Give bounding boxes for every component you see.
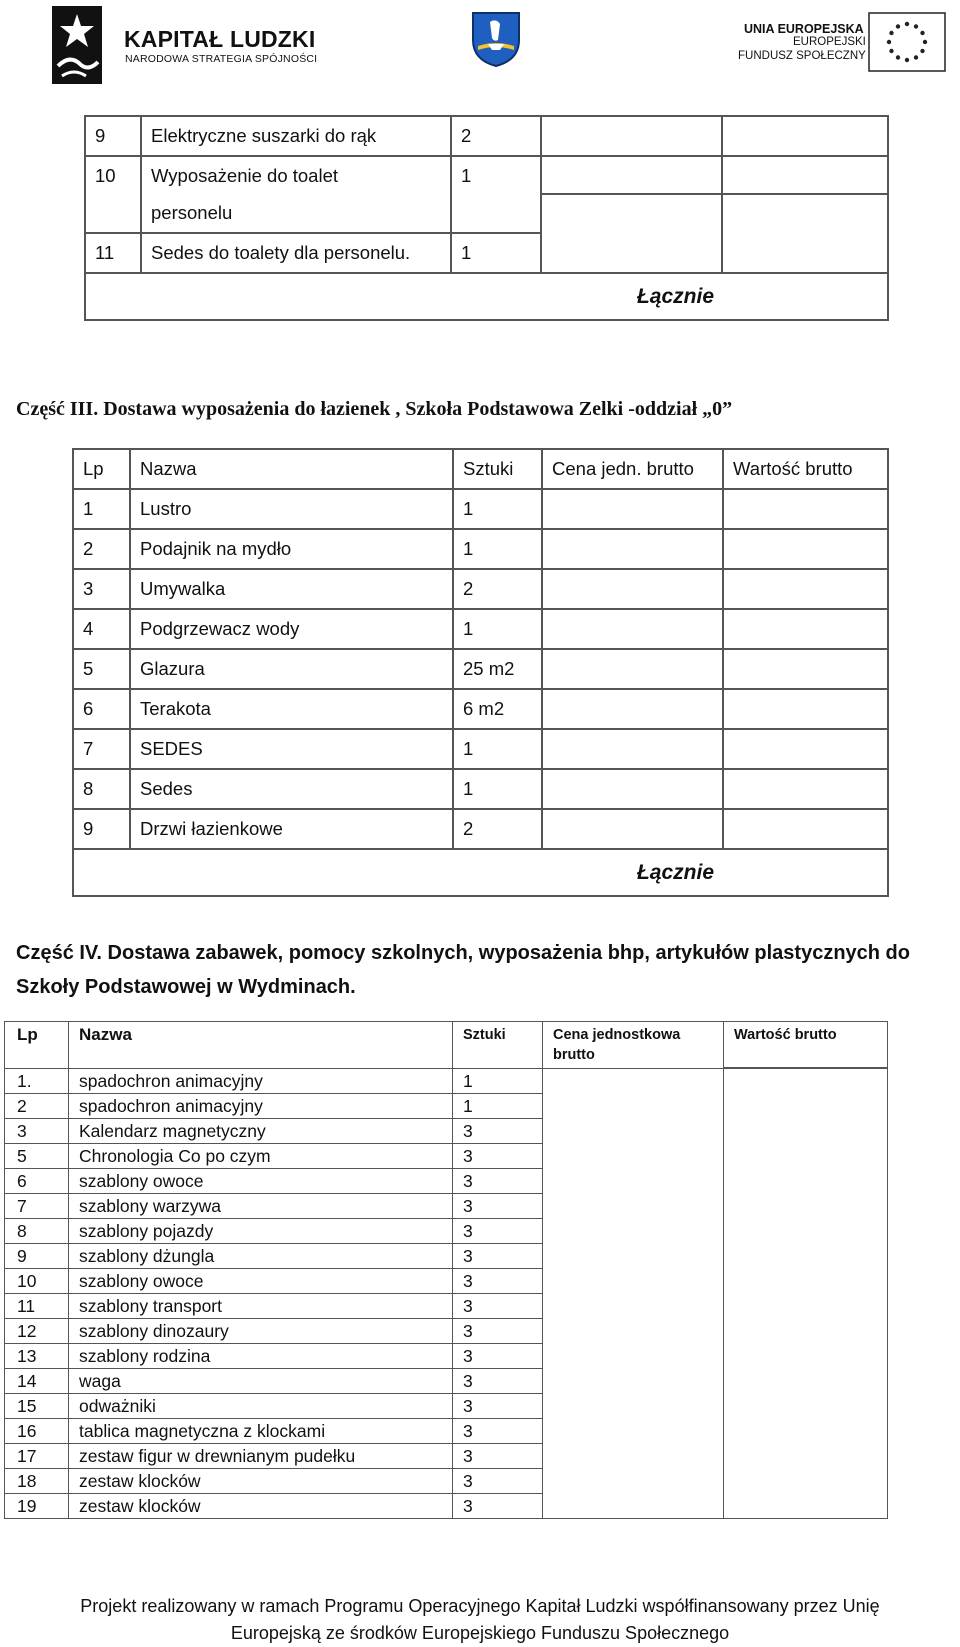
- eu-label-line2: EUROPEJSKI: [793, 36, 866, 48]
- cell-lp: 17: [5, 1443, 69, 1468]
- cell-name: Sedes: [130, 769, 453, 809]
- cell-name: zestaw klocków: [69, 1468, 453, 1493]
- cell-price: [543, 1443, 724, 1468]
- cell-price: [541, 233, 722, 273]
- cell-value: [724, 1493, 888, 1518]
- cell-lp: 5: [5, 1143, 69, 1168]
- cell-qty: 1: [453, 609, 542, 649]
- cell-name: Umywalka: [130, 569, 453, 609]
- cell-name: Terakota: [130, 689, 453, 729]
- cell-lp: 11: [85, 233, 141, 273]
- cell-price: [542, 569, 723, 609]
- cell-value: [723, 689, 888, 729]
- cell-qty: [451, 194, 541, 233]
- table-row: [85, 233, 888, 273]
- table-row: [73, 729, 888, 769]
- cell-price: [543, 1368, 724, 1393]
- cell-value: [724, 1243, 888, 1268]
- table-row: [73, 569, 888, 609]
- header-value: Wartość brutto: [724, 1022, 888, 1069]
- cell-qty: 3: [453, 1343, 543, 1368]
- cell-qty: 1: [453, 769, 542, 809]
- header-price: Cena jedn. brutto: [542, 449, 723, 489]
- cell-name: zestaw figur w drewnianym pudełku: [69, 1443, 453, 1468]
- cell-name: Wyposażenie do toalet: [141, 156, 451, 194]
- table-row: [73, 809, 888, 849]
- cell-price: [543, 1293, 724, 1318]
- cell-price: [542, 609, 723, 649]
- header-price: Cena jednostkowa brutto: [543, 1022, 724, 1069]
- cell-lp: 9: [73, 809, 130, 849]
- section-4-table: [4, 1021, 888, 1519]
- cell-lp: [85, 194, 141, 233]
- cell-value: [724, 1193, 888, 1218]
- cell-price: [541, 194, 722, 233]
- cell-price: [543, 1243, 724, 1268]
- cell-price: [543, 1143, 724, 1168]
- table-row: [5, 1468, 888, 1493]
- cell-name: Kalendarz magnetyczny: [69, 1118, 453, 1143]
- total-label: Łącznie: [85, 273, 888, 320]
- cell-name: szablony owoce: [69, 1268, 453, 1293]
- cell-qty: 3: [453, 1493, 543, 1518]
- section-3-title: Część III. Dostawa wyposażenia do łazienek , Szkoła Podstawowa Zelki -oddział „0”: [16, 398, 733, 420]
- table-row: [5, 1268, 888, 1293]
- header-name: Nazwa: [69, 1022, 453, 1069]
- cell-value: [724, 1343, 888, 1368]
- cell-qty: 3: [453, 1293, 543, 1318]
- cell-lp: 1: [73, 489, 130, 529]
- cell-value: [724, 1118, 888, 1143]
- table-row: [85, 156, 888, 194]
- cell-value: [724, 1318, 888, 1343]
- cell-value: [724, 1168, 888, 1193]
- cell-name: Podajnik na mydło: [130, 529, 453, 569]
- total-label: Łącznie: [73, 849, 888, 896]
- cell-name: odważniki: [69, 1393, 453, 1418]
- cell-name: szablony transport: [69, 1293, 453, 1318]
- cell-value: [723, 769, 888, 809]
- cell-lp: 5: [73, 649, 130, 689]
- cell-price: [543, 1118, 724, 1143]
- cell-price: [541, 116, 722, 156]
- cell-value: [723, 609, 888, 649]
- cell-qty: 3: [453, 1143, 543, 1168]
- cell-name: szablony pojazdy: [69, 1218, 453, 1243]
- table-row: [73, 489, 888, 529]
- cell-name: Podgrzewacz wody: [130, 609, 453, 649]
- cell-lp: 18: [5, 1468, 69, 1493]
- cell-qty: 25 m2: [453, 649, 542, 689]
- cell-value: [724, 1468, 888, 1493]
- municipal-crest-icon: [470, 10, 522, 68]
- cell-price: [542, 809, 723, 849]
- cell-value: [723, 569, 888, 609]
- cell-name: tablica magnetyczna z klockami: [69, 1418, 453, 1443]
- cell-value: [723, 729, 888, 769]
- cell-value: [724, 1093, 888, 1118]
- cell-name: szablony dżungla: [69, 1243, 453, 1268]
- cell-price: [543, 1493, 724, 1518]
- cell-qty: 1: [451, 156, 541, 194]
- table-row: [5, 1393, 888, 1418]
- eu-label-line1: UNIA EUROPEJSKA: [744, 22, 864, 36]
- cell-qty: 1: [451, 233, 541, 273]
- table-row: [5, 1118, 888, 1143]
- table-row: [5, 1093, 888, 1118]
- cell-price: [543, 1093, 724, 1118]
- cell-value: [724, 1218, 888, 1243]
- cell-value: [724, 1268, 888, 1293]
- kapital-ludzki-logo-icon: [52, 6, 102, 84]
- cell-price: [542, 689, 723, 729]
- cell-value: [722, 233, 888, 273]
- cell-price: [542, 529, 723, 569]
- cell-lp: 4: [73, 609, 130, 649]
- cell-qty: 3: [453, 1393, 543, 1418]
- cell-value: [724, 1443, 888, 1468]
- cell-price: [542, 489, 723, 529]
- cell-qty: 3: [453, 1418, 543, 1443]
- total-row: [73, 849, 888, 896]
- cell-price: [542, 769, 723, 809]
- table-row: [5, 1193, 888, 1218]
- cell-lp: 14: [5, 1368, 69, 1393]
- cell-lp: 7: [73, 729, 130, 769]
- cell-lp: 9: [5, 1243, 69, 1268]
- cell-qty: 3: [453, 1368, 543, 1393]
- cell-qty: 6 m2: [453, 689, 542, 729]
- cell-qty: 1: [453, 1068, 543, 1093]
- cell-price: [541, 156, 722, 194]
- cell-lp: 6: [73, 689, 130, 729]
- kl-logo-subtitle: NARODOWA STRATEGIA SPÓJNOŚCI: [125, 53, 318, 65]
- cell-name: personelu: [141, 194, 451, 233]
- cell-price: [543, 1393, 724, 1418]
- cell-qty: 3: [453, 1318, 543, 1343]
- cell-name: SEDES: [130, 729, 453, 769]
- cell-lp: 11: [5, 1293, 69, 1318]
- cell-lp: 19: [5, 1493, 69, 1518]
- cell-qty: 1: [453, 1093, 543, 1118]
- cell-qty: 3: [453, 1193, 543, 1218]
- table-row: [5, 1243, 888, 1268]
- cell-value: [722, 156, 888, 194]
- cell-price: [543, 1468, 724, 1493]
- cell-name: spadochron animacyjny: [69, 1068, 453, 1093]
- cell-value: [723, 489, 888, 529]
- table-row: [5, 1418, 888, 1443]
- table-row: [85, 194, 888, 233]
- cell-lp: 1.: [5, 1068, 69, 1093]
- table-row: [5, 1343, 888, 1368]
- cell-qty: 1: [453, 729, 542, 769]
- table-row: [5, 1443, 888, 1468]
- cell-name: Drzwi łazienkowe: [130, 809, 453, 849]
- header-name: Nazwa: [130, 449, 453, 489]
- cell-price: [543, 1268, 724, 1293]
- cell-name: spadochron animacyjny: [69, 1093, 453, 1118]
- cell-price: [543, 1343, 724, 1368]
- cell-lp: 12: [5, 1318, 69, 1343]
- cell-price: [542, 649, 723, 689]
- section-4-title: Część IV. Dostawa zabawek, pomocy szkolnych, wyposażenia bhp, artykułów plastycznych do Szkoły Podstawowej w Wydminach.: [16, 942, 910, 998]
- eu-flag-icon: [868, 12, 946, 72]
- table-header-row: [5, 1022, 888, 1069]
- cell-value: [723, 649, 888, 689]
- cell-lp: 6: [5, 1168, 69, 1193]
- cell-name: szablony rodzina: [69, 1343, 453, 1368]
- cell-qty: 2: [453, 569, 542, 609]
- cell-value: [724, 1418, 888, 1443]
- cell-name: waga: [69, 1368, 453, 1393]
- table-row: [5, 1493, 888, 1518]
- cell-price: [543, 1218, 724, 1243]
- cell-lp: 16: [5, 1418, 69, 1443]
- cell-qty: 3: [453, 1443, 543, 1468]
- footer-line-2: Europejską ze środków Europejskiego Funduszu Społecznego: [230, 1623, 730, 1643]
- header-value: Wartość brutto: [723, 449, 888, 489]
- cell-lp: 8: [73, 769, 130, 809]
- table-row: [5, 1068, 888, 1093]
- cell-lp: 3: [73, 569, 130, 609]
- cell-value: [724, 1393, 888, 1418]
- eu-label-line3: FUNDUSZ SPOŁECZNY: [738, 50, 866, 62]
- cell-value: [723, 529, 888, 569]
- cell-value: [724, 1143, 888, 1168]
- table-row: [73, 689, 888, 729]
- cell-qty: 3: [453, 1218, 543, 1243]
- table-row: [5, 1368, 888, 1393]
- continuation-table: [84, 115, 889, 321]
- cell-lp: 9: [85, 116, 141, 156]
- cell-lp: 10: [5, 1268, 69, 1293]
- cell-price: [543, 1193, 724, 1218]
- footer-line-1: Projekt realizowany w ramach Programu Operacyjnego Kapitał Ludzki współfinansowany przez Unię: [80, 1596, 880, 1616]
- table-header-row: [73, 449, 888, 489]
- kl-logo-title: KAPITAŁ LUDZKI: [124, 26, 316, 52]
- cell-qty: 2: [453, 809, 542, 849]
- cell-qty: 1: [453, 489, 542, 529]
- cell-name: Elektryczne suszarki do rąk: [141, 116, 451, 156]
- cell-value: [723, 809, 888, 849]
- table-row: [73, 609, 888, 649]
- table-row: [5, 1168, 888, 1193]
- cell-value: [722, 116, 888, 156]
- table-row: [73, 649, 888, 689]
- cell-qty: 3: [453, 1168, 543, 1193]
- cell-name: Sedes do toalety dla personelu.: [141, 233, 451, 273]
- table-row: [73, 529, 888, 569]
- cell-name: szablony owoce: [69, 1168, 453, 1193]
- header-qty: Sztuki: [453, 449, 542, 489]
- table-row: [5, 1143, 888, 1168]
- cell-qty: 3: [453, 1468, 543, 1493]
- section-3-table: [72, 448, 889, 897]
- cell-price: [543, 1168, 724, 1193]
- cell-lp: 2: [73, 529, 130, 569]
- cell-lp: 8: [5, 1218, 69, 1243]
- table-row: [5, 1218, 888, 1243]
- cell-price: [542, 729, 723, 769]
- cell-qty: 3: [453, 1243, 543, 1268]
- cell-price: [543, 1318, 724, 1343]
- cell-lp: 10: [85, 156, 141, 194]
- cell-value: [724, 1368, 888, 1393]
- table-row: [5, 1318, 888, 1343]
- header-lp: Lp: [5, 1022, 69, 1069]
- header-lp: Lp: [73, 449, 130, 489]
- cell-name: zestaw klocków: [69, 1493, 453, 1518]
- cell-value: [724, 1293, 888, 1318]
- table-row: [73, 769, 888, 809]
- cell-name: szablony dinozaury: [69, 1318, 453, 1343]
- cell-lp: 15: [5, 1393, 69, 1418]
- cell-price: [543, 1418, 724, 1443]
- total-row: [85, 273, 888, 320]
- cell-lp: 2: [5, 1093, 69, 1118]
- cell-price: [543, 1068, 724, 1093]
- cell-qty: 2: [451, 116, 541, 156]
- cell-name: Lustro: [130, 489, 453, 529]
- cell-name: Chronologia Co po czym: [69, 1143, 453, 1168]
- header-qty: Sztuki: [453, 1022, 543, 1069]
- cell-name: szablony warzywa: [69, 1193, 453, 1218]
- table-row: [5, 1293, 888, 1318]
- table-row: [85, 116, 888, 156]
- cell-qty: 3: [453, 1268, 543, 1293]
- cell-qty: 1: [453, 529, 542, 569]
- cell-qty: 3: [453, 1118, 543, 1143]
- cell-name: Glazura: [130, 649, 453, 689]
- cell-lp: 3: [5, 1118, 69, 1143]
- cell-lp: 13: [5, 1343, 69, 1368]
- cell-value: [724, 1068, 888, 1093]
- cell-value: [722, 194, 888, 233]
- cell-lp: 7: [5, 1193, 69, 1218]
